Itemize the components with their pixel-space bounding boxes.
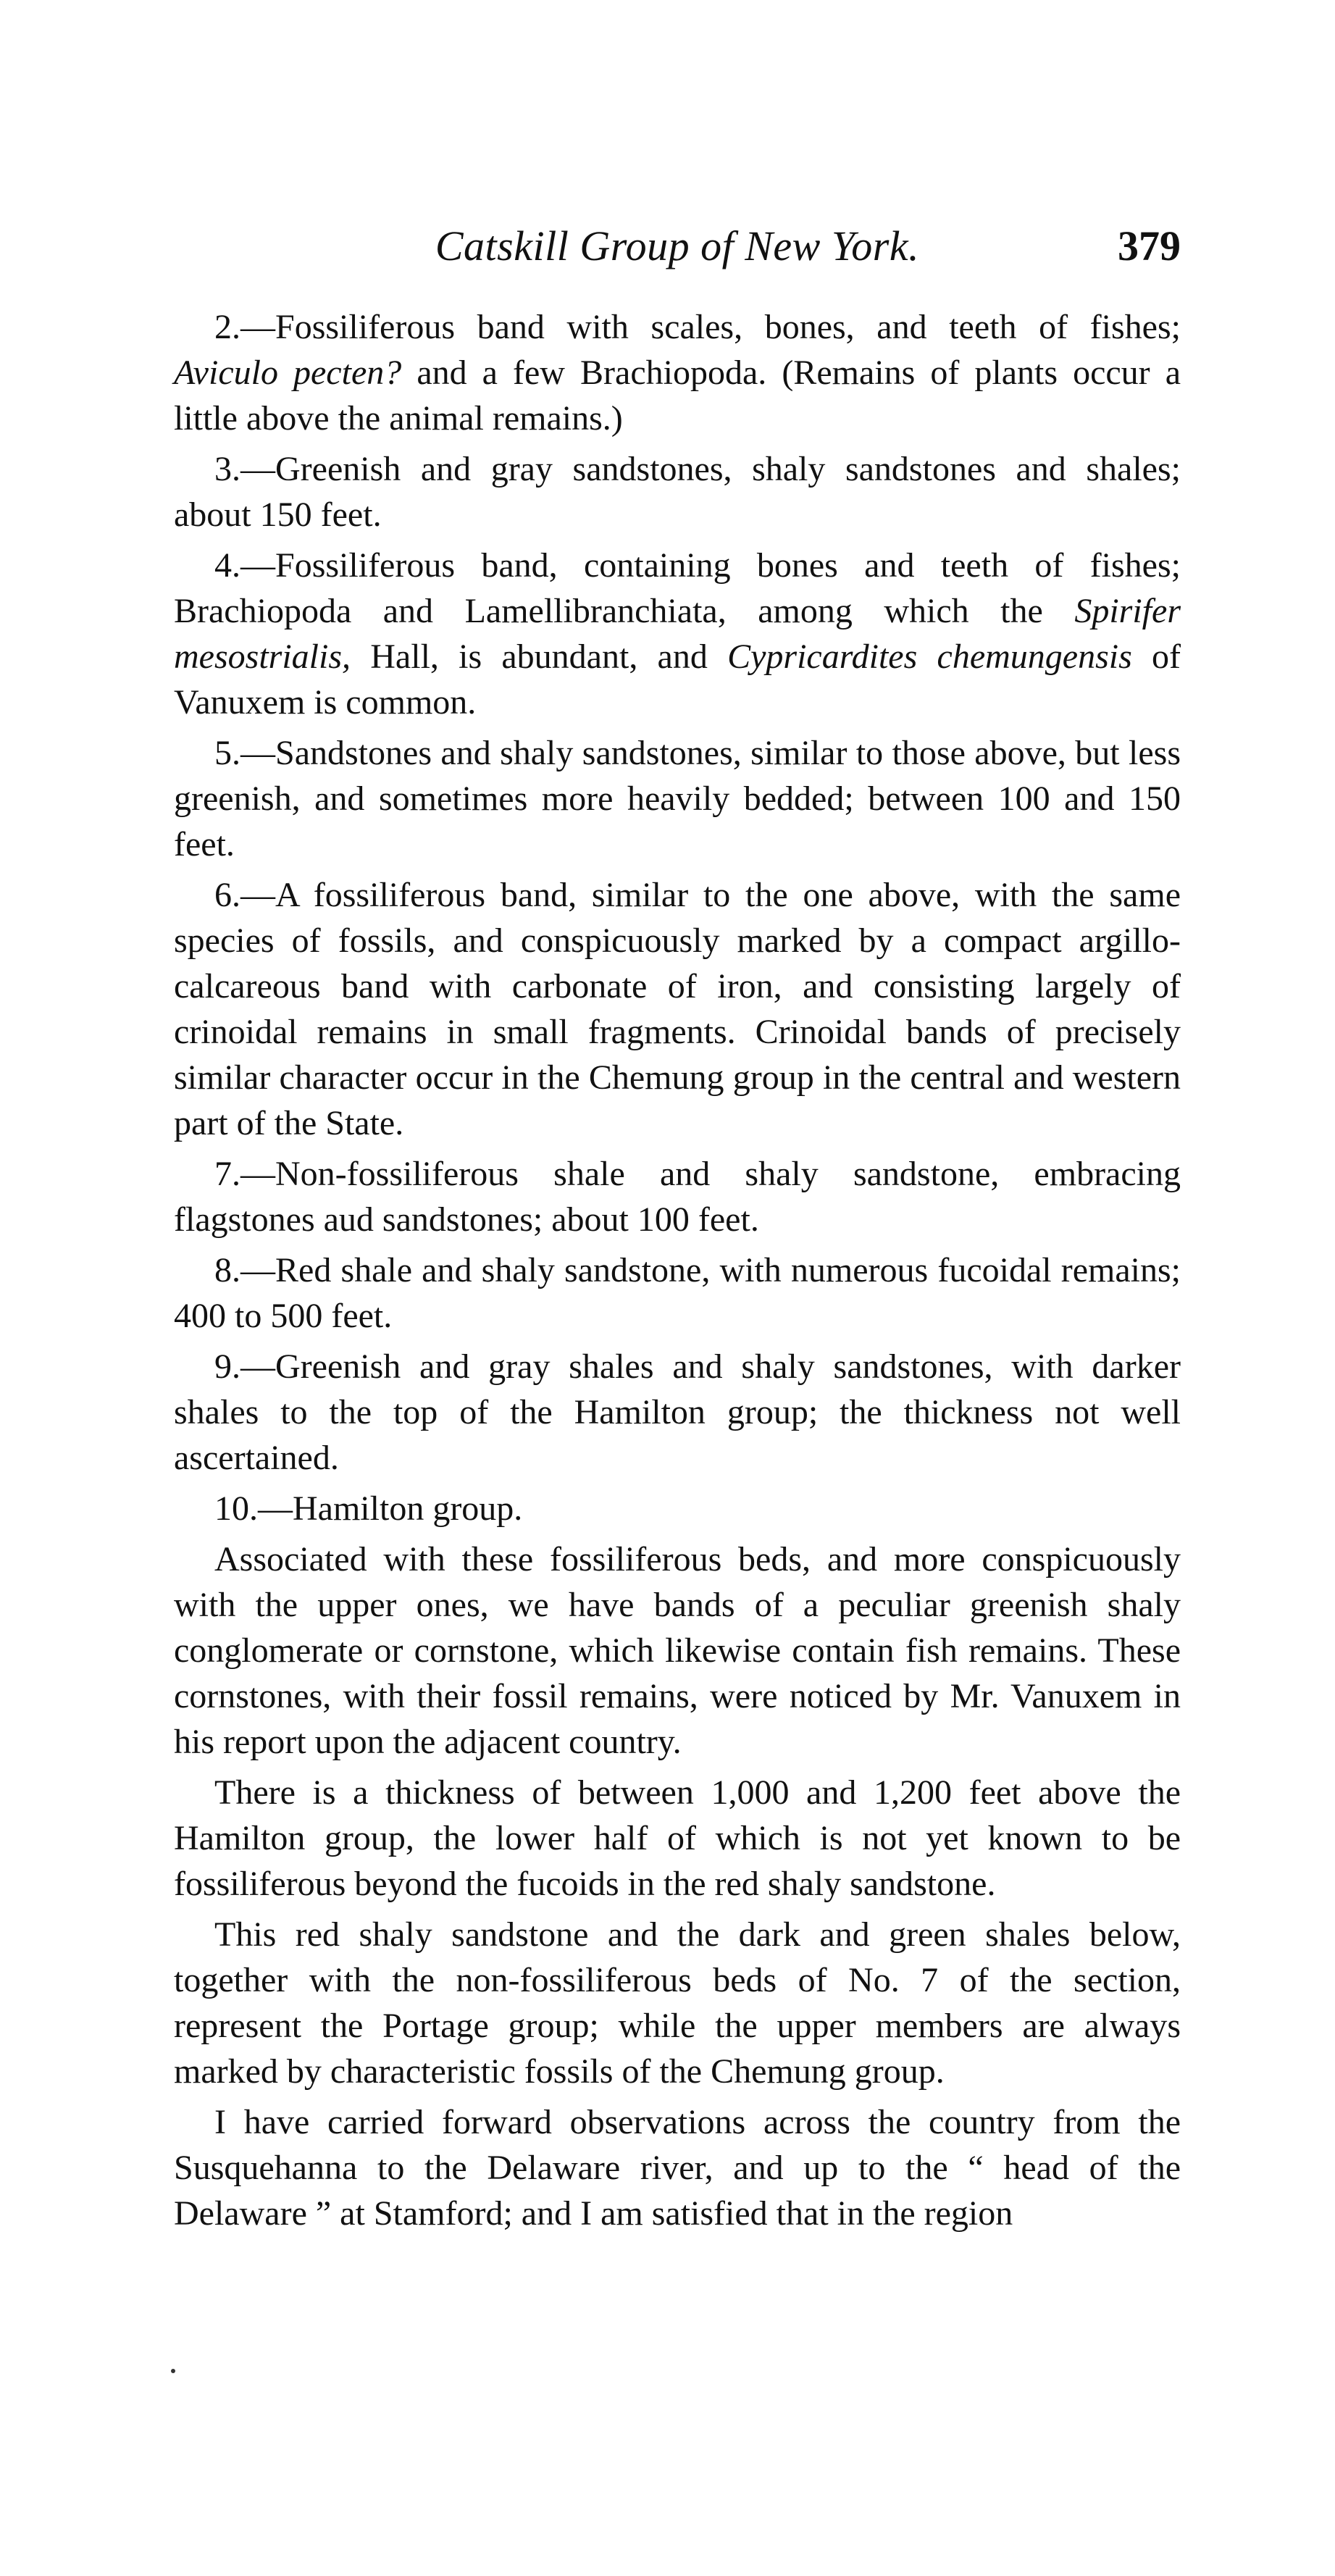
body-text [174,304,1181,2241]
paragraph [174,730,1181,867]
paragraph [174,1247,1181,1339]
paragraph [174,1486,1181,1531]
text-segment: 4.—Fossiliferous band, containing bones and teeth of fishes; Brachiopoda and Lamellibranchiata, among which the [174,546,1181,630]
text-segment: 10.—Hamilton group. [214,1489,523,1528]
text-segment: of Vanuxem is common. [174,637,1181,722]
italic-text: Aviculo pecten? [174,354,402,392]
text-segment: Hall, is abundant, and [351,637,728,676]
italic-text: Cypricardites chemungensis [727,637,1132,676]
page-number: 379 [1118,222,1181,269]
text-segment: and a few Brachiopoda. (Remains of plants occur a little above the animal remains.) [174,354,1181,438]
text-segment: 8.—Red shale and shaly sandstone, with numerous fucoidal remains; 400 to 500 feet. [174,1251,1181,1335]
paragraph [174,304,1181,441]
text-segment: 7.—Non-fossiliferous shale and shaly sandstone, embracing flagstones aud sandstones; about 100 feet. [174,1155,1181,1239]
text-segment: 6.—A fossiliferous band, similar to the one above, with the same species of fossils, and conspicuously marked by a compact argillo-calcareous band with carbonate of iron, and consisting largely of crinoidal remains in small fragments. Crinoidal bands of precisely similar character occur in the Chemung group in the central and western part of the State. [174,876,1181,1142]
text-segment: 5.—Sandstones and shaly sandstones, similar to those above, but less greenish, and sometimes more heavily bedded; between 100 and 150 feet. [174,734,1181,863]
paragraph [174,872,1181,1146]
paragraph [174,2099,1181,2236]
paragraph [174,1770,1181,1907]
text-segment: Associated with these fossiliferous beds, and more conspicuously with the upper ones, we have bands of a peculiar greenish shaly conglomerate or cornstone, which likewise contain fish remains. These cornstones, with their fossil remains, were noticed by Mr. Vanuxem in his report upon the adjacent country. [174,1540,1181,1761]
paragraph [174,543,1181,725]
text-segment: 2.—Fossiliferous band with scales, bones, and teeth of fishes; [214,308,1181,346]
paragraph [174,446,1181,538]
text-segment: This red shaly sandstone and the dark and green shales below, together with the non-fossiliferous beds of No. 7 of the section, represent the Portage group; while the upper members are always marked by characteristic fossils of the Chemung group. [174,1915,1181,2091]
paragraph [174,1344,1181,1481]
paragraph [174,1151,1181,1242]
paragraph [174,1912,1181,2094]
text-segment: I have carried forward observations across the country from the Susquehanna to the Delaware river, and up to the “ head of the Delaware ” at Stamford; and I am satisfied that in the region [174,2103,1181,2233]
header-title: Catskill Group of New York. [435,222,920,269]
text-segment: There is a thickness of between 1,000 and 1,200 feet above the Hamilton group, the lower half of which is not yet known to be fossiliferous beyond the fucoids in the red shaly sandstone. [174,1773,1181,1903]
italic-text: Spirifer mesostrialis, [174,592,1181,676]
paragraph [174,1536,1181,1765]
text-segment: 3.—Greenish and gray sandstones, shaly sandstones and shales; about 150 feet. [174,450,1181,534]
running-header [174,217,1181,275]
print-speck [171,2369,175,2373]
text-segment: 9.—Greenish and gray shales and shaly sandstones, with darker shales to the top of the Hamilton group; the thickness not well ascertained. [174,1347,1181,1477]
